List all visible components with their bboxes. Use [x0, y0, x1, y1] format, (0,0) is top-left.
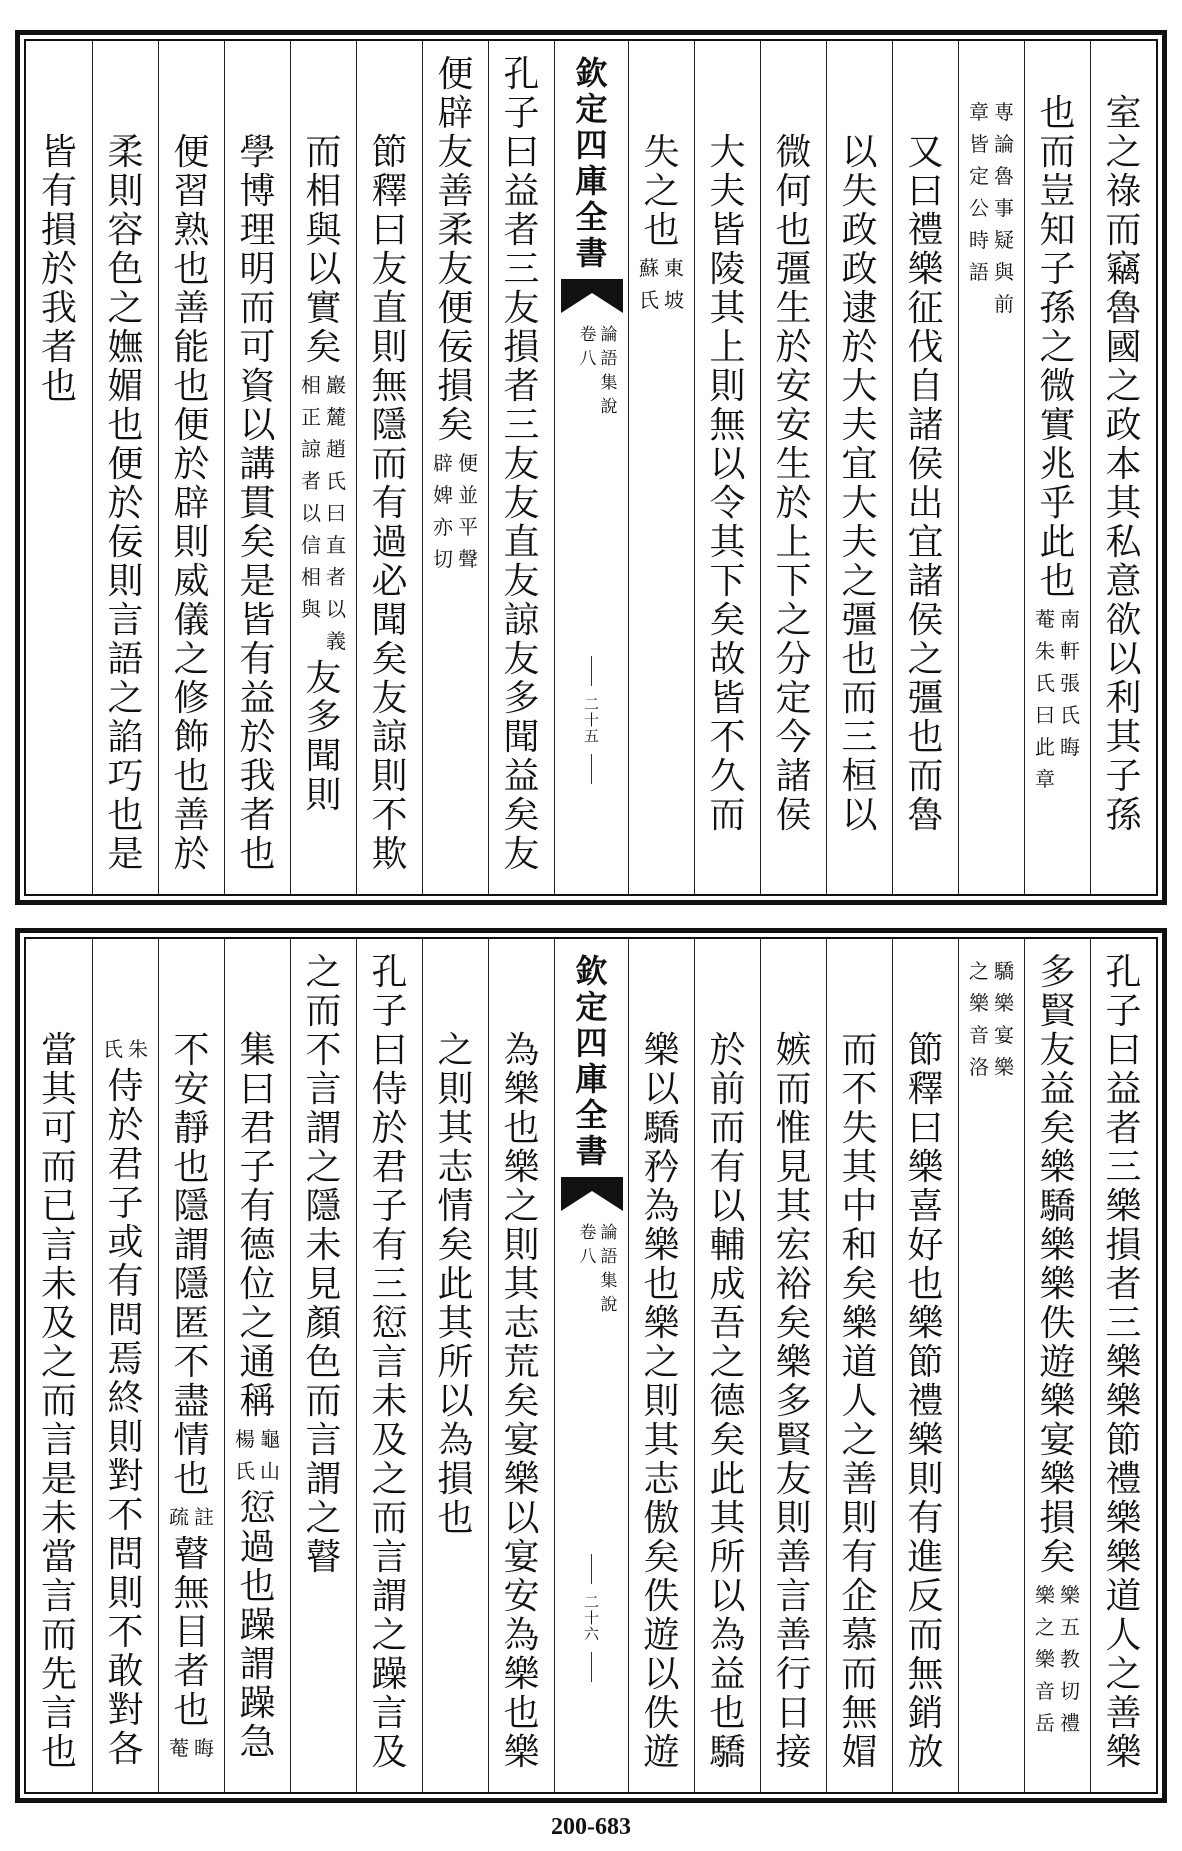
note-line-right: 巖麓趙氏曰直者以義: [326, 373, 346, 653]
text-column: [694, 939, 760, 1792]
main-text: 又曰禮樂征伐自諸侯出宜諸侯之彊也而魯: [907, 132, 944, 836]
text-column: [224, 939, 290, 1792]
note-line-left: 氏: [103, 1037, 123, 1061]
margin-rule: [591, 754, 592, 784]
margin-rule: [591, 656, 592, 686]
text-column: [760, 939, 826, 1792]
book-title: 論語集說: [600, 1223, 618, 1315]
annotation-note: [169, 1501, 214, 1533]
text-column: [1090, 939, 1156, 1792]
note-line-left: 楊氏: [235, 1427, 255, 1483]
text-column: [356, 939, 422, 1792]
annotation-note: [1035, 603, 1080, 795]
note-line-right: 註: [194, 1505, 214, 1529]
note-line-left: 菴: [169, 1736, 189, 1760]
text-column: [892, 939, 958, 1792]
main-text: 大夫皆陵其上則無以令其下矣故皆不久而: [709, 132, 746, 836]
note-line-right: 朱: [128, 1037, 148, 1061]
main-text: 友多聞則: [305, 658, 342, 816]
main-text: 之而不言謂之隱未見顏色而言謂之瞽: [305, 952, 342, 1578]
main-text: 便習熟也善能也便於辟則威儀之修飾也善於: [173, 132, 210, 875]
text-column: [488, 939, 554, 1792]
annotation-note: [969, 955, 1014, 1083]
text-column: [694, 41, 760, 894]
main-text: 學博理明而可資以講貫矣是皆有益於我者也: [239, 132, 276, 875]
book-title: 論語集說: [600, 325, 618, 417]
text-column: [1090, 41, 1156, 894]
text-column: [760, 41, 826, 894]
text-column: [92, 41, 158, 894]
margin-title: 欽定四庫全書: [575, 952, 608, 1170]
main-text: 而相與以實矣: [305, 132, 342, 368]
text-column: [1024, 41, 1090, 894]
volume-label: 卷八: [579, 325, 597, 369]
annotation-note: [433, 447, 478, 575]
text-column: [158, 41, 224, 894]
main-text: 不安靜也隱謂隱匿不盡情也: [173, 1030, 210, 1500]
text-column: [422, 939, 488, 1792]
main-text: 孔子曰益者三樂損者三樂樂節禮樂樂道人之善樂: [1105, 952, 1142, 1773]
main-text: 為樂也樂之則其志荒矣宴樂以宴安為樂也樂: [503, 1030, 540, 1773]
text-column: [92, 939, 158, 1792]
main-text: 愆過也躁謂躁急: [239, 1488, 276, 1763]
text-column: [628, 41, 694, 894]
margin-rule: [591, 1554, 592, 1584]
text-column: [26, 41, 92, 894]
note-line-left: 菴朱氏曰此章: [1035, 607, 1055, 791]
text-column: [224, 41, 290, 894]
margin-rule: [591, 1652, 592, 1682]
note-line-right: 晦: [194, 1736, 214, 1760]
text-frame: [24, 937, 1158, 1794]
center-margin: [554, 939, 628, 1792]
text-column: [290, 41, 356, 894]
note-line-left: 辟婢亦切: [433, 451, 453, 571]
main-text: 以失政政逮於大夫宜大夫之彊也而三桓以: [841, 132, 878, 836]
top-half-page: [15, 30, 1167, 905]
text-column: [356, 41, 422, 894]
main-text: 便辟友善柔友便佞損矣: [437, 54, 474, 446]
text-column: [826, 939, 892, 1792]
text-column: [826, 41, 892, 894]
main-text: 樂以驕矜為樂也樂之則其志傲矣佚遊以佚遊: [643, 1030, 680, 1773]
main-text: 皆有損於我者也: [41, 132, 78, 407]
note-line-left: 疏: [169, 1505, 189, 1529]
note-line-right: 便並平聲: [458, 451, 478, 571]
main-text: 瞽無目者也: [173, 1534, 210, 1731]
text-column: [958, 41, 1024, 894]
annotation-note: [235, 1423, 280, 1487]
volume-label: 卷八: [579, 1223, 597, 1267]
main-text: 於前而有以輔成吾之德矣此其所以為益也驕: [709, 1030, 746, 1773]
folio-number: 二十六: [584, 1593, 600, 1643]
text-frame: [24, 39, 1158, 896]
folio-number: 二十五: [584, 695, 600, 745]
main-text: 集曰君子有德位之通稱: [239, 1030, 276, 1422]
note-line-left: 章皆定公時語: [969, 100, 989, 284]
note-line-right: 驕樂宴樂: [994, 959, 1014, 1079]
annotation-note: [1035, 1579, 1080, 1739]
footer-page-reference: 200-683: [551, 1814, 631, 1840]
main-text: 節釋曰友直則無隱而有過必聞矣友諒則不欺: [371, 132, 408, 875]
note-line-left: 樂之樂音岳: [1035, 1583, 1055, 1735]
text-column: [290, 939, 356, 1792]
annotation-note: [969, 96, 1014, 320]
margin-title: 欽定四庫全書: [575, 54, 608, 272]
note-line-left: 相正諒者以信相與: [301, 373, 321, 621]
main-text: 嫉而惟見其宏裕矣樂多賢友則善言善行日接: [775, 1030, 812, 1773]
note-line-right: 樂五教切禮: [1060, 1583, 1080, 1735]
text-column: [892, 41, 958, 894]
note-line-right: 東坡: [664, 256, 684, 312]
main-text: 侍於君子或有問焉終則對不問則不敢對各: [107, 1066, 144, 1770]
text-column: [628, 939, 694, 1792]
note-line-left: 之樂音洛: [969, 959, 989, 1079]
text-column: [488, 41, 554, 894]
note-line-right: 専論魯事疑與前: [994, 100, 1014, 316]
text-column: [422, 41, 488, 894]
margin-book-label: [580, 323, 618, 419]
main-text: 室之祿而竊魯國之政本其私意欲以利其子孫: [1105, 93, 1142, 836]
annotation-note: [301, 369, 346, 657]
main-text: 孔子曰益者三友損者三友友直友諒友多聞益矣友: [503, 54, 540, 875]
center-margin: [554, 41, 628, 894]
main-text: 失之也: [643, 132, 680, 251]
note-line-left: 蘇氏: [639, 256, 659, 312]
main-text: 節釋曰樂喜好也樂節禮樂則有進反而無銷放: [907, 1030, 944, 1773]
annotation-note: [103, 1033, 148, 1065]
note-line-right: 龜山: [260, 1427, 280, 1483]
annotation-note: [169, 1732, 214, 1764]
main-text: 當其可而已言未及之而言是未當言而先言也: [41, 1030, 78, 1773]
text-column: [958, 939, 1024, 1792]
main-text: 也而豈知子孫之微實兆乎此也: [1039, 93, 1076, 602]
text-column: [158, 939, 224, 1792]
annotation-note: [639, 252, 684, 316]
text-column: [26, 939, 92, 1792]
bottom-half-page: [15, 928, 1167, 1803]
main-text: 之則其志情矣此其所以為損也: [437, 1030, 474, 1539]
fishtail-mark: [561, 279, 623, 313]
main-text: 微何也彊生於安安生於上下之分定今諸侯: [775, 132, 812, 836]
main-text: 孔子曰侍於君子有三愆言未及之而言謂之躁言及: [371, 952, 408, 1773]
main-text: 多賢友益矣樂驕樂樂佚遊樂宴樂損矣: [1039, 952, 1076, 1578]
fishtail-icon: [561, 279, 623, 313]
fishtail-mark: [561, 1177, 623, 1211]
main-text: 柔則容色之嫵媚也便於佞則言語之諂巧也是: [107, 132, 144, 875]
text-column: [1024, 939, 1090, 1792]
margin-book-label: [580, 1221, 618, 1317]
fishtail-icon: [561, 1177, 623, 1211]
main-text: 而不失其中和矣樂道人之善則有企慕而無媢: [841, 1030, 878, 1773]
note-line-right: 南軒張氏晦: [1060, 607, 1080, 759]
